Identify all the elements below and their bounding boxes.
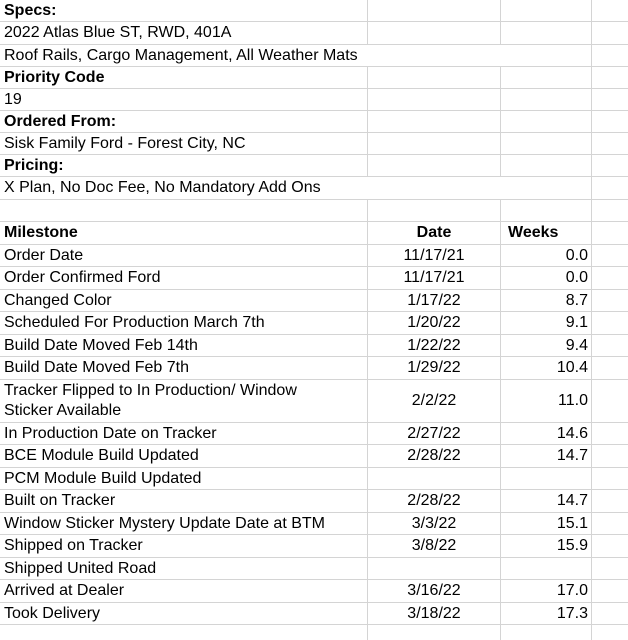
table-row (0, 312, 628, 335)
sheet-row (0, 155, 628, 177)
milestone-cell[interactable]: PCM Module Build Updated (4, 469, 202, 487)
specs-line-1[interactable]: 2022 Atlas Blue ST, RWD, 401A (4, 22, 367, 44)
table-row (0, 267, 628, 290)
ordered-from-heading[interactable]: Ordered From: (4, 111, 367, 132)
weeks-cell[interactable]: 0.0 (565, 246, 588, 264)
table-row (0, 513, 628, 535)
date-cell[interactable] (368, 468, 500, 489)
table-row (0, 468, 628, 490)
milestone-cell[interactable]: Tracker Flipped to In Production/ Window Sticker Available (4, 382, 297, 419)
date-column-header[interactable]: Date (416, 224, 452, 241)
weeks-cell[interactable] (500, 468, 588, 489)
sheet-row (0, 133, 628, 155)
milestone-cell[interactable]: Build Date Moved Feb 7th (4, 359, 189, 376)
milestone-cell[interactable]: Order Confirmed Ford (4, 269, 161, 286)
date-cell[interactable]: 3/3/22 (411, 514, 457, 532)
weeks-cell[interactable]: 10.4 (556, 359, 588, 376)
weeks-cell[interactable]: 15.1 (556, 514, 588, 532)
sheet-row (0, 22, 628, 45)
date-cell[interactable]: 1/17/22 (407, 291, 461, 309)
weeks-cell[interactable]: 8.7 (565, 291, 588, 309)
priority-code-heading[interactable]: Priority Code (4, 67, 367, 88)
date-cell[interactable]: 3/8/22 (411, 537, 457, 554)
milestone-cell[interactable]: Changed Color (4, 291, 112, 309)
milestone-cell[interactable]: Built on Tracker (4, 492, 116, 509)
sheet-row (0, 89, 628, 111)
table-row (0, 580, 628, 603)
date-cell[interactable]: 3/18/22 (407, 604, 461, 622)
sheet-row (0, 45, 628, 67)
date-cell[interactable] (368, 558, 500, 579)
table-row (0, 357, 628, 380)
priority-code-value[interactable]: 19 (4, 89, 367, 110)
date-cell[interactable]: 1/22/22 (407, 336, 461, 354)
milestone-cell[interactable]: In Production Date on Tracker (4, 424, 217, 442)
weeks-cell[interactable]: 11.0 (558, 392, 588, 409)
weeks-cell[interactable]: 9.4 (565, 336, 588, 354)
milestone-cell[interactable]: BCE Module Build Updated (4, 447, 199, 464)
date-cell[interactable]: 2/28/22 (407, 447, 461, 464)
table-row (0, 423, 628, 445)
weeks-cell[interactable]: 14.6 (556, 424, 588, 442)
date-cell[interactable]: 2/28/22 (407, 492, 461, 509)
date-cell[interactable]: 2/27/22 (407, 424, 461, 442)
sheet-row-empty (0, 625, 628, 640)
sheet-row (0, 111, 628, 133)
milestone-cell[interactable]: Build Date Moved Feb 14th (4, 336, 198, 354)
table-row (0, 380, 628, 423)
date-cell[interactable]: 2/2/22 (411, 392, 457, 409)
milestone-cell[interactable]: Shipped United Road (4, 559, 157, 577)
weeks-cell[interactable]: 0.0 (565, 269, 588, 286)
specs-heading[interactable]: Specs: (4, 0, 367, 21)
pricing-heading[interactable]: Pricing: (4, 155, 367, 176)
weeks-cell[interactable]: 17.0 (556, 582, 588, 599)
weeks-cell[interactable] (500, 558, 588, 579)
ordered-from-value[interactable]: Sisk Family Ford - Forest City, NC (4, 133, 367, 154)
sheet-row (0, 67, 628, 89)
date-cell[interactable]: 1/20/22 (407, 314, 461, 331)
weeks-cell[interactable]: 14.7 (556, 447, 588, 464)
milestone-cell[interactable]: Order Date (4, 246, 84, 264)
date-cell[interactable]: 1/29/22 (407, 359, 461, 376)
table-row (0, 245, 628, 267)
table-row (0, 445, 628, 468)
weeks-cell[interactable]: 17.3 (556, 604, 588, 622)
table-row (0, 603, 628, 625)
milestone-cell[interactable]: Scheduled For Production March 7th (4, 314, 265, 331)
sheet-row (0, 177, 628, 200)
weeks-cell[interactable]: 9.1 (565, 314, 588, 331)
date-cell[interactable]: 11/17/21 (403, 246, 465, 264)
weeks-cell[interactable]: 14.7 (556, 492, 588, 509)
table-row (0, 490, 628, 513)
table-header-row (0, 222, 628, 245)
specs-line-2[interactable]: Roof Rails, Cargo Management, All Weather Mats (4, 45, 589, 66)
table-row (0, 335, 628, 357)
sheet-row (0, 0, 628, 22)
table-row (0, 535, 628, 558)
weeks-cell[interactable]: 15.9 (556, 537, 588, 554)
date-cell[interactable]: 3/16/22 (407, 582, 461, 599)
table-row (0, 290, 628, 312)
milestone-cell[interactable]: Window Sticker Mystery Update Date at BTM (4, 514, 325, 532)
date-cell[interactable]: 11/17/21 (403, 269, 465, 286)
weeks-column-header[interactable]: Weeks (508, 224, 559, 241)
milestone-column-header[interactable]: Milestone (4, 224, 78, 241)
table-row (0, 558, 628, 580)
milestone-cell[interactable]: Arrived at Dealer (4, 582, 125, 599)
pricing-value[interactable]: X Plan, No Doc Fee, No Mandatory Add Ons (4, 177, 589, 199)
milestone-cell[interactable]: Took Delivery (4, 604, 101, 622)
milestone-cell[interactable]: Shipped on Tracker (4, 537, 143, 554)
sheet-row-empty (0, 200, 628, 222)
